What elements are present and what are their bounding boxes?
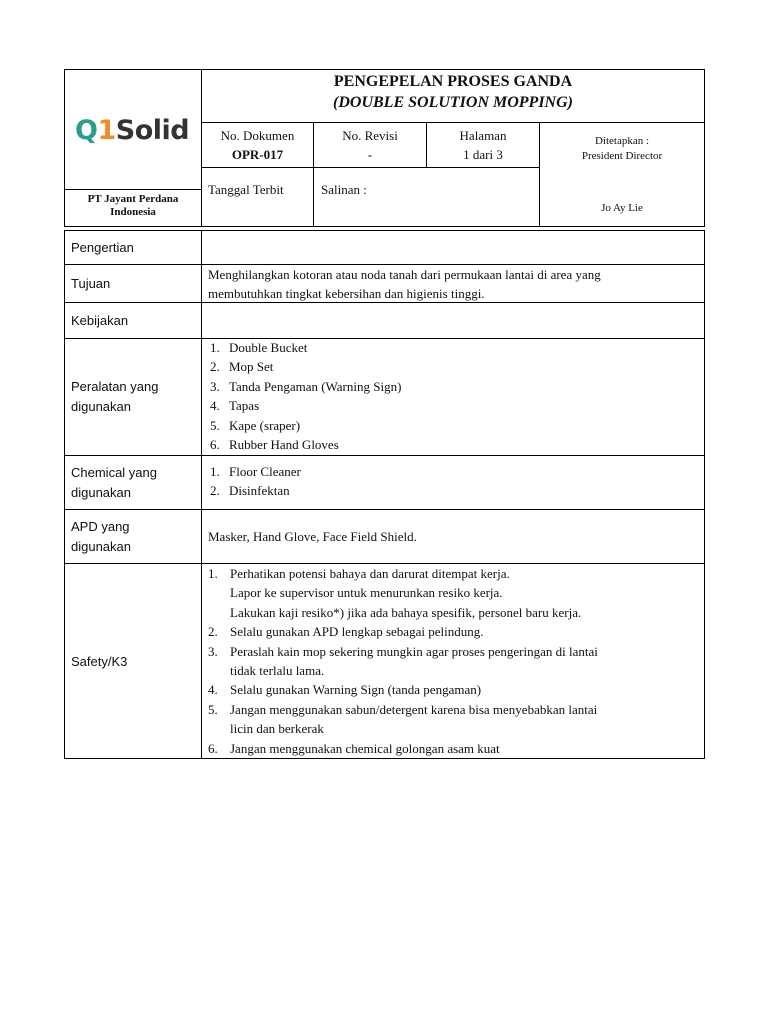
list-item: 5. Jangan menggunakan sabun/detergent karena bisa menyebabkan lantai	[208, 701, 598, 717]
chemical-list	[210, 462, 301, 501]
company-logo	[75, 115, 189, 146]
doc-number-value: OPR-017	[231, 147, 284, 162]
page-value: 1 dari 3	[463, 147, 503, 162]
safety-list	[208, 564, 696, 758]
list-item: 3. Peraslah kain mop sekering mungkin agar proses pengeringan di lantai	[208, 643, 598, 659]
list-item: 6. Jangan menggunakan chemical golongan asam kuat	[208, 740, 500, 756]
list-item: 1. Double Bucket	[210, 340, 308, 355]
list-item: 1. Floor Cleaner	[210, 464, 301, 479]
label-kebijakan: Kebijakan	[71, 313, 129, 328]
list-item: 2. Selalu gunakan APD lengkap sebagai pelindung.	[208, 624, 484, 640]
revision-label: No. Revisi	[342, 128, 398, 143]
label-pengertian: Pengertian	[71, 240, 134, 255]
list-item: Lakukan kaji resiko*) jika ada bahaya spesifik, personel baru kerja.	[230, 604, 582, 620]
tujuan-line-1: Menghilangkan kotoran atau noda tanah dari permukaan lantai di area yang	[208, 267, 601, 282]
list-item: tidak terlalu lama.	[230, 663, 325, 679]
tujuan-line-2: membutuhkan tingkat kebersihan dan higienis tinggi.	[208, 286, 485, 301]
list-item: 6. Rubber Hand Gloves	[210, 436, 339, 452]
list-item: Lapor ke supervisor untuk menurunkan resiko kerja.	[230, 585, 503, 601]
list-item: 2. Disinfektan	[210, 483, 290, 499]
label-peralatan-2: digunakan	[71, 399, 131, 414]
list-item: 4. Selalu gunakan Warning Sign (tanda pengaman)	[208, 682, 482, 698]
list-item: licin dan berkerak	[230, 721, 324, 737]
label-peralatan-1: Peralatan yang	[71, 379, 159, 394]
page-label: Halaman	[459, 128, 507, 143]
doc-number-label: No. Dokumen	[220, 128, 295, 143]
logo-one: 1	[97, 115, 116, 146]
label-chemical-2: digunakan	[71, 485, 131, 500]
label-safety: Safety/K3	[71, 654, 128, 669]
approver-name: Jo Ay Lie	[601, 202, 643, 214]
label-apd-1: APD yang	[71, 519, 130, 534]
copy-label: Salinan :	[321, 182, 367, 197]
approved-role: President Director	[581, 150, 663, 162]
label-tujuan: Tujuan	[71, 276, 111, 291]
list-item: 4. Tapas	[210, 398, 260, 414]
label-apd-2: digunakan	[71, 539, 131, 554]
logo-q: Q	[75, 115, 98, 146]
label-chemical-1: Chemical yang	[71, 465, 157, 480]
doc-title: PENGEPELAN PROSES GANDA	[333, 73, 573, 90]
list-item: 3. Tanda Pengaman (Warning Sign)	[210, 378, 402, 394]
logo-solid: Solid	[115, 115, 190, 146]
issue-date-label: Tanggal Terbit	[208, 182, 284, 197]
revision-value: -	[367, 147, 373, 162]
apd-content: Masker, Hand Glove, Face Field Shield.	[208, 529, 417, 544]
doc-subtitle: (DOUBLE SOLUTION MOPPING)	[333, 94, 573, 111]
company-name: PT Jayant Perdana Indonesia	[87, 193, 179, 218]
approved-label: Ditetapkan :	[594, 135, 650, 147]
list-item: 2. Mop Set	[210, 359, 274, 375]
list-item: 5. Kape (sraper)	[210, 417, 301, 433]
peralatan-list	[210, 338, 401, 454]
list-item: 1. Perhatikan potensi bahaya dan darurat ditempat kerja.	[208, 566, 510, 581]
